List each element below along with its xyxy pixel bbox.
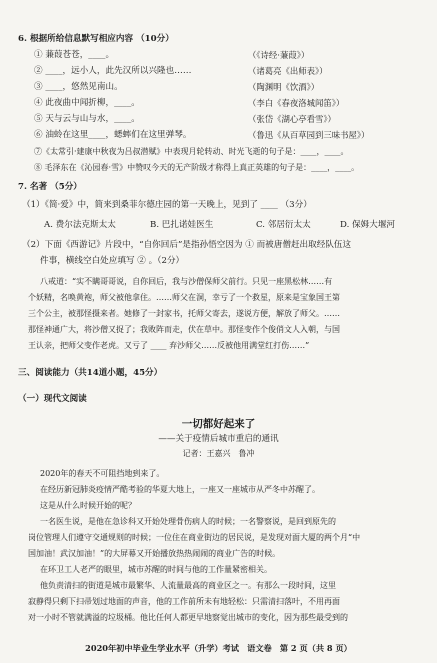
q6-item-5-source: （张岱《湖心亭看雪》）	[248, 114, 336, 124]
article-paragraph: 对一小时不管就满溢的垃圾桶。他比任何人都更早地察觉出城市的变化，因为那些最受到的	[28, 613, 348, 622]
q6-item-6-source: （鲁迅《从百草园到三味书屋》）	[248, 130, 370, 140]
article-paragraph: 岗位管理人们遵守交通规则的时候；一位住在商业街边的居民说，是发现对面大厦的两个月“中	[28, 533, 361, 542]
q7-sub2-line2: 件事，横线空白处应填写 ② 。（2分）	[40, 256, 185, 266]
article-paragraph: 他负责清扫的街道是城市最繁华、人流量最高的商业区之一。有那么一段时间，这里	[40, 581, 336, 590]
q6-item-2: ② ____，远小人，此先汉所以兴隆也……	[34, 66, 192, 76]
section3-heading: 三、阅读能力（共14道小题，45分）	[18, 368, 163, 378]
q6-item-3: ③ ____，悠然见南山。	[34, 82, 123, 92]
q7-option-c: C. 邻居衍太太	[256, 220, 311, 230]
article-paragraph: 国加油！武汉加油！”的大屏幕又开始播放热热闹闹的商业广告的时候。	[28, 549, 281, 558]
q6-item-4: ④ 此夜曲中闻折柳，____。	[34, 98, 140, 108]
q6-item-7: ⑦《太常引·建康中秋夜为吕叔潜赋》中表现月轮转动、时光飞逝的句子是：____，____。	[34, 147, 349, 156]
article-byline: 记者：王嘉兴 鲁冲	[182, 449, 255, 458]
article-paragraph: 一名医生说，是他在急诊科又开始处理骨伤病人的时候；一名警察说，是回到原先的	[40, 517, 336, 526]
q6-heading: 6. 根据所给信息默写相应内容 （10分）	[18, 34, 174, 44]
article-paragraph: 在环卫工人老严的眼里，城市苏醒的时间与他的工作量紧密相关。	[40, 565, 272, 574]
q7-option-a: A. 费尔法克斯太太	[44, 220, 116, 230]
article-title: 一切都好起来了	[181, 418, 256, 430]
q6-item-3-source: （陶渊明《饮酒》）	[248, 82, 320, 92]
q6-item-2-source: （诸葛亮《出师表》）	[248, 66, 328, 76]
q7-sub2-line1: （2）下面《西游记》片段中，“自你回后”是指孙悟空因为 ① 而被唐僧赶出取经队伍这	[22, 240, 352, 250]
q6-item-1: ① 蒹葭苍苍，____。	[34, 50, 115, 60]
q6-item-6: ⑥ 油蛉在这里____，蟋蟀们在这里弹琴。	[34, 130, 192, 140]
section3-subheading: （一）现代文阅读	[18, 394, 87, 404]
q7-sub1: （1）《简·爱》中，简来到桑菲尔德庄园的第一天晚上，见到了 ____ （3分）	[22, 200, 312, 210]
passage-line: 王认亲，把师父变作老虎。又亏了 ____ 弃沙师父……反被他用满堂红打伤……”	[28, 341, 310, 350]
passage-line: 那怪神通广大，将沙僧又捉了；我败阵而走，伏在草中。那怪变作个俊俏文人入朝，与国	[28, 325, 340, 334]
q6-item-5: ⑤ 天与云与山与水，____。	[34, 114, 140, 124]
q6-item-8: ⑧ 毛泽东在《沁园春·雪》中赞叹今天的无产阶级才称得上真正英雄的句子是：____，____。	[34, 163, 360, 172]
q6-item-1-source: （《诗经·蒹葭》）	[248, 50, 310, 60]
passage-line: 个妖精，名唤黄袍，师父被他拿住。……师父在洞，幸亏了一个救星，原来是宝象国王第	[28, 293, 340, 302]
page-footer: 2020年初中毕业生学业水平（升学）考试 语文卷 第 2 页（共 8 页）	[85, 643, 352, 653]
q6-item-4-source: （李白《春夜洛城闻笛》）	[248, 98, 345, 108]
article-paragraph: 在经历新冠肺炎疫情严酷考验的华夏大地上，一座又一座城市从严冬中苏醒了。	[40, 485, 320, 494]
q7-option-b: B. 巴扎诺娃医生	[150, 220, 214, 230]
passage-line: 八戒道：“实不瞒哥哥说，自你回后，我与沙僧保师父前行。只见一座黑松林……有	[40, 277, 333, 286]
article-paragraph: 寂静得只剩下扫帚划过地面的声音，他的工作前所未有地轻松：只需清扫落叶，不用再面	[28, 597, 340, 606]
article-paragraph: 2020年的春天不可阻挡地到来了。	[40, 469, 165, 478]
passage-line: 三个公主，被那怪摄来者。她修了一封家书，托师父寄去，遂说方便，解放了师父。……	[28, 309, 340, 318]
q7-option-d: D. 保姆大堰河	[340, 220, 396, 230]
article-subtitle: ——关于疫情后城市重启的通讯	[158, 434, 279, 444]
article-paragraph: 这是从什么时候开始的呢？	[40, 501, 136, 510]
q7-heading: 7. 名著 （5分）	[18, 182, 82, 192]
